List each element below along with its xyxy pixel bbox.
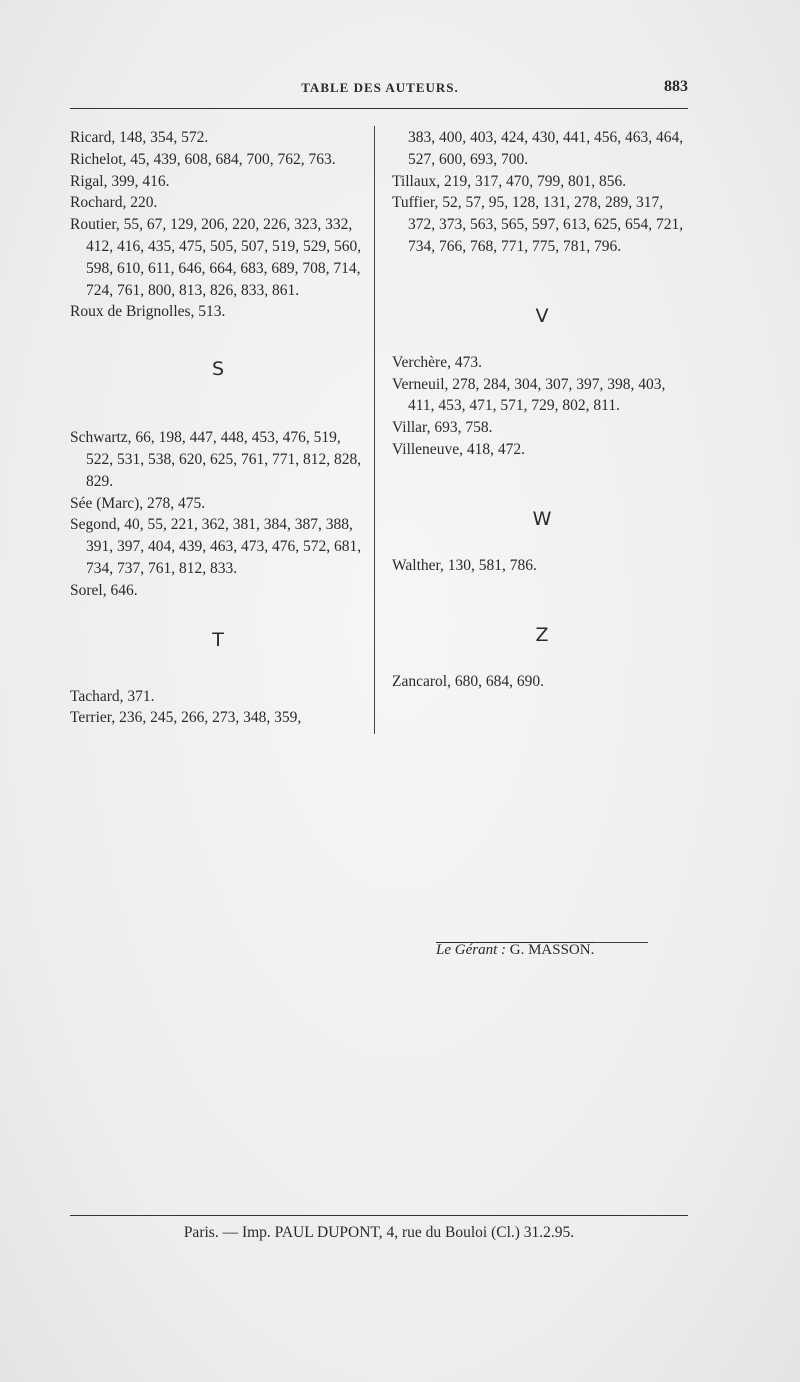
index-entry-continued: 383, 400, 403, 424, 430, 441, 456, 463, 464, 527, 600, 693, 700. xyxy=(408,129,684,168)
index-entry: Ricard, 148, 354, 572. xyxy=(70,129,209,146)
index-entry: Rochard, 220. xyxy=(70,194,158,212)
index-entry: Verchère, 473. xyxy=(392,353,482,371)
left-column: Ricard, 148, 354, 572. Richelot, 45, 439, 608, 684, 700, 762, 763. Rigal, 399, 416. Rochard, 220. Routier, 55, 67, 129, 206, 220, 226, 323, 332, 412, 416, 435, 475, 505, 507, 519, 529, 560, 598, 610, 611, 646, 664, 683, 689, 708, 714, 724, 761, 800, 813, 826, 833, 861. Roux de Brignolles, 513. S Schwartz, 66, 198, 447, 448, 453, 476, 519, 522, 531, 538, 620, 625, 761, 771, 812, 828, 829. Sée (Marc), 278, 475. Segond, 40, 55, 221, 362, 381, 384, 387, 388, 391, 397, 404, 439, 463, 473, 476, 572, 681, 734, 737, 761, 812, 833. Sorel, 646. T Tachard, 371. Terrier, 236, 245, 266, 273, 348, 359, xyxy=(70,127,366,729)
index-entry: Richelot, 45, 439, 608, 684, 700, 762, 763. xyxy=(70,150,336,168)
index-entry: Tachard, 371. xyxy=(70,687,155,705)
index-entry: Segond, 40, 55, 221, 362, 381, 384, 387, 388, 391, 397, 404, 439, 463, 473, 476, 572, 681, 734, 737, 761, 812, 833. xyxy=(70,516,362,577)
signature-label: Le Gérant : xyxy=(436,942,506,958)
index-entry: Roux de Brignolles, 513. xyxy=(70,303,226,321)
running-title: TABLE DES AUTEURS. xyxy=(301,80,459,95)
index-entry: Tuffier, 52, 57, 95, 128, 131, 278, 289, 317, 372, 373, 563, 565, 597, 613, 625, 654, 721, 734, 766, 768, 771, 775, 781, 796. xyxy=(392,194,684,255)
footer-rule xyxy=(70,1215,688,1216)
index-entry: Routier, 55, 67, 129, 206, 220, 226, 323, 332, 412, 416, 435, 475, 505, 507, 519, 529, 560, 598, 610, 611, 646, 664, 683, 689, 708, 714, 724, 761, 800, 813, 826, 833, 861. xyxy=(70,216,362,299)
page-number: 883 xyxy=(664,78,688,95)
index-entry: Rigal, 399, 416. xyxy=(70,172,170,190)
running-head xyxy=(72,78,688,98)
column-divider xyxy=(374,126,375,734)
index-entry: Tillaux, 219, 317, 470, 799, 801, 856. xyxy=(392,172,627,190)
index-entry: Terrier, 236, 245, 266, 273, 348, 359, xyxy=(70,709,302,727)
index-entry: Sorel, 646. xyxy=(70,581,138,599)
right-column: 383, 400, 403, 424, 430, 441, 456, 463, 464, 527, 600, 693, 700. Tillaux, 219, 317, 470, 799, 801, 856. Tuffier, 52, 57, 95, 128, 131, 278, 289, 317, 372, 373, 563, 565, 597, 613, 625, 654, 721, 734, 766, 768, 771, 775, 781, 796. V Verchère, 473. Verneuil, 278, 284, 304, 307, 397, 398, 403, 411, 453, 471, 571, 729, 802, 811. Villar, 693, 758. Villeneuve, 418, 472. W Walther, 130, 581, 786. Z Zancarol, 680, 684, 690. xyxy=(392,127,692,692)
signature-name: G. MASSON. xyxy=(509,942,595,958)
printer-imprint: Paris. — Imp. PAUL DUPONT, 4, rue du Bouloi (Cl.) 31.2.95. xyxy=(183,1224,575,1241)
index-entry: Sée (Marc), 278, 475. xyxy=(70,494,206,512)
signature xyxy=(436,942,594,959)
header-rule xyxy=(70,108,688,109)
index-entry: Zancarol, 680, 684, 690. xyxy=(392,672,544,690)
index-entry: Villeneuve, 418, 472. xyxy=(392,440,525,458)
index-entry: Walther, 130, 581, 786. xyxy=(392,556,537,574)
index-entry: Verneuil, 278, 284, 304, 307, 397, 398, 403, 411, 453, 471, 571, 729, 802, 811. xyxy=(392,375,666,415)
index-entry: Villar, 693, 758. xyxy=(392,419,493,437)
index-entry: Schwartz, 66, 198, 447, 448, 453, 476, 519, 522, 531, 538, 620, 625, 761, 771, 812, 828, 829. xyxy=(70,429,362,490)
